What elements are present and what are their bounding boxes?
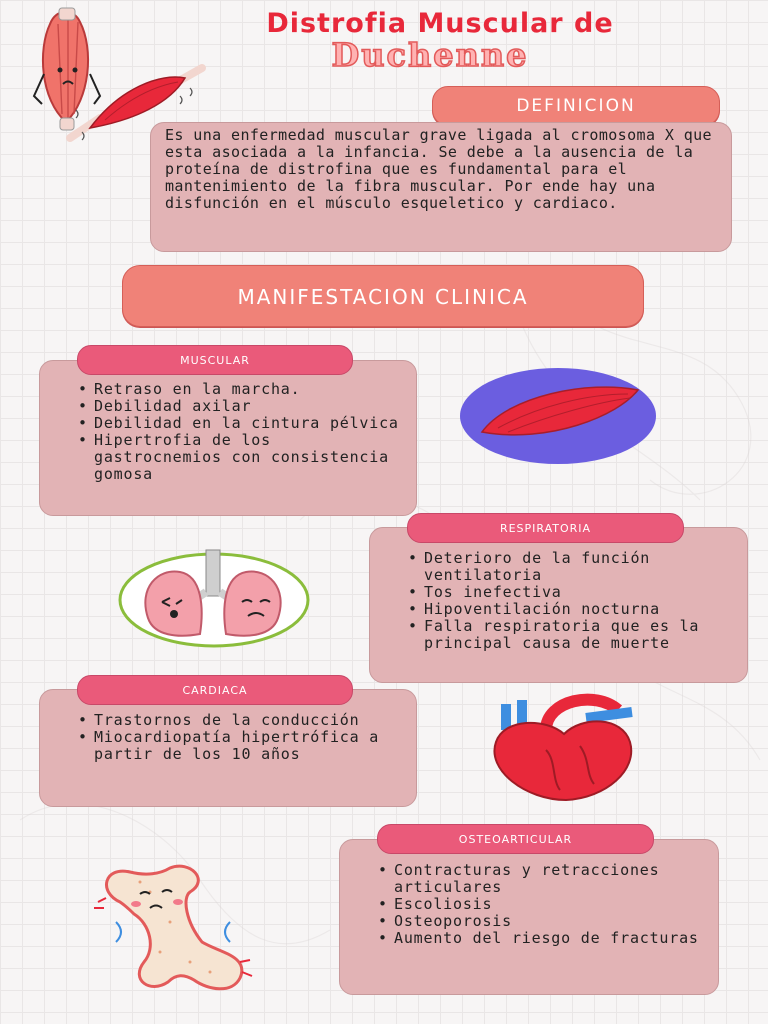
- osteoarticular-list: [370, 862, 710, 947]
- cardiaca-box: [39, 689, 417, 807]
- cardiaca-label: CARDIACA: [77, 675, 353, 705]
- list-item: • Trastornos de la conducción: [94, 712, 408, 729]
- muscular-box: [39, 360, 417, 516]
- list-item: • Contracturas y retracciones articulares: [394, 862, 710, 896]
- sad-bone-icon: [90, 862, 260, 992]
- respiratoria-label: RESPIRATORIA: [407, 513, 684, 543]
- list-item: • Hipertrofia de los gastrocnemios con consistencia gomosa: [94, 432, 408, 483]
- respiratoria-box: [369, 527, 748, 683]
- muscular-label: MUSCULAR: [77, 345, 353, 375]
- muscular-list: [70, 381, 408, 483]
- osteoarticular-box: [339, 839, 719, 995]
- page-title: Distrofia Muscular de: [266, 8, 614, 39]
- list-item: • Debilidad axilar: [94, 398, 408, 415]
- list-item: • Osteoporosis: [394, 913, 710, 930]
- list-item: • Retraso en la marcha.: [94, 381, 408, 398]
- list-item: • Escoliosis: [394, 896, 710, 913]
- sad-lungs-icon: [118, 548, 310, 648]
- list-item: • Falla respiratoria que es la principal causa de muerte: [424, 618, 739, 652]
- list-item: • Deterioro de la función ventilatoria: [424, 550, 739, 584]
- list-item: • Miocardiopatía hipertrófica a partir de los 10 años: [94, 729, 408, 763]
- definition-label: DEFINICION: [432, 86, 720, 126]
- list-item: • Tos inefectiva: [424, 584, 739, 601]
- list-item: • Hipoventilación nocturna: [424, 601, 739, 618]
- respiratoria-list: [400, 550, 739, 652]
- manifestation-label: MANIFESTACION CLINICA: [122, 265, 644, 327]
- osteoarticular-label: OSTEOARTICULAR: [377, 824, 654, 854]
- muscle-in-circle-icon: [458, 366, 658, 466]
- page-subtitle: Duchenne: [331, 36, 529, 74]
- definition-text: Es una enfermedad muscular grave ligada al cromosoma X que esta asociada a la infancia. Se debe a la ausencia de la proteína de distrofina que es fundamental para el mantenimiento de la fibra muscular. Por ende hay una disfunción en el músculo esqueletico y cardiaco.: [150, 122, 732, 252]
- cardiaca-list: [70, 712, 408, 763]
- list-item: • Aumento del riesgo de fracturas: [394, 930, 710, 947]
- list-item: • Debilidad en la cintura pélvica: [94, 415, 408, 432]
- heart-icon: [486, 690, 642, 802]
